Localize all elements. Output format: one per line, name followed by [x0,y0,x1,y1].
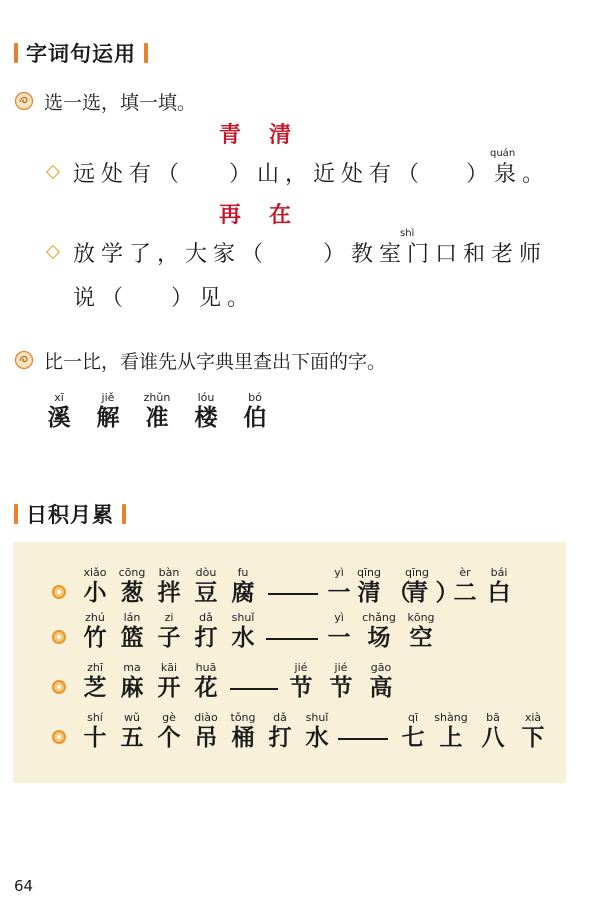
section-header-usage [14,39,148,67]
pinyin-label: ma [123,661,141,674]
idiom-left-char [78,566,112,606]
hanzi-char: 个 [157,725,181,751]
idiom-right-char [324,661,358,701]
exercise-swirl-icon [14,91,34,111]
idiom-left-char [226,566,260,606]
hanzi-char: 清 [357,580,381,606]
pinyin-label: shuǐ [231,611,255,624]
hanzi-char: 一 [327,580,351,606]
idiom-left-char [189,711,223,751]
hanzi-char: 准 [145,405,169,431]
pinyin-label: lóu [197,391,215,404]
hanzi-char: 打 [268,725,292,751]
pinyin-label: shàng [434,711,468,724]
hanzi-char: 一 [327,625,351,651]
options-zai: 再在 [219,203,320,228]
pinyin-label: jié [334,661,348,674]
idiom-left-char [152,661,186,701]
pinyin-label: shí [87,711,103,724]
dictionary-char [40,391,78,431]
hanzi-char: 上 [439,725,463,751]
hanzi-char: 八 [481,725,505,751]
dictionary-char [236,391,274,431]
hanzi-char: 豆 [194,580,218,606]
hanzi-char: 吊 [194,725,218,751]
hanzi-char: 麻 [120,675,144,701]
pinyin-label: qīng [357,566,381,579]
pinyin-label: zhú [85,611,105,624]
header-bar-right [122,504,126,524]
pinyin-label: xī [54,391,64,404]
idiom-left-char [300,711,334,751]
idiom-right-char [482,566,516,606]
pinyin-label: èr [459,566,471,579]
hanzi-char: 篮 [120,625,144,651]
idiom-bullet-icon [52,680,66,694]
hanzi-char: 葱 [120,580,144,606]
idiom-left-char [263,711,297,751]
pinyin-label: xiǎo [83,566,107,579]
pinyin-label: zhī [87,661,103,674]
header-bar-left [14,43,18,63]
pinyin-label: bā [486,711,500,724]
hanzi-char: 十 [83,725,107,751]
idiom-right-char [400,566,434,606]
pinyin-label: dǎ [273,711,287,724]
pinyin-label: qī [407,711,419,724]
idiom-right-char [396,711,430,751]
hanzi-char: ） [435,580,459,606]
hanzi-char: 芝 [83,675,107,701]
idiom-dash [230,688,278,690]
header-bar-right [144,43,148,63]
pinyin-label: jiě [101,391,115,404]
q2-text-d: ）见。 [171,286,256,311]
pinyin-label: kōng [407,611,435,624]
idiom-bullet-icon [52,630,66,644]
hanzi-char: 下 [521,725,545,751]
section-header-accumulation [14,500,126,528]
idiom-left-char [189,611,223,651]
pinyin-label: huā [195,661,217,674]
header-bar-left [14,504,18,524]
hanzi-char: 七 [401,725,425,751]
hanzi-char: 高 [369,675,393,701]
idiom-right-char [364,661,398,701]
q1-text-b: ）山，近处有（ [229,162,426,187]
hanzi-char: 花 [194,675,218,701]
pinyin-label: gāo [370,661,392,674]
idiom-left-char [115,661,149,701]
hanzi-char: 水 [305,725,329,751]
hanzi-char: 水 [231,625,255,651]
idiom-right-char [434,711,468,751]
pinyin-label: fu [237,566,249,579]
q2-text-b: ）教室门口和老师 [323,242,548,267]
idiom-left-char [115,711,149,751]
hanzi-char: 小 [83,580,107,606]
idiom-bullet-icon [52,585,66,599]
hanzi-char: 二 [453,580,477,606]
exercise2-prompt: 比一比，看谁先从字典里查出下面的字。 [44,351,387,373]
idiom-right-char [516,711,550,751]
idiom-left-char [189,661,223,701]
hanzi-char: 腐 [231,580,255,606]
idiom-left-char [152,611,186,651]
pinyin-label: dòu [195,566,217,579]
pinyin-label: chǎng [362,611,396,624]
idiom-left-char [78,611,112,651]
pinyin-label: yì [334,566,344,579]
pinyin-label: diào [194,711,218,724]
q1-text-c: ）泉。 [466,162,551,187]
hanzi-char: 空 [409,625,433,651]
pinyin-label: gè [162,711,176,724]
pinyin-quan: quán [490,148,516,159]
pinyin-label: bó [248,391,262,404]
idiom-right-char [322,566,356,606]
hanzi-char: 解 [96,405,120,431]
idiom-left-char [189,566,223,606]
pinyin-label: bái [490,566,508,579]
pinyin-label: qīng [405,566,429,579]
idiom-right-char [284,661,318,701]
pinyin-label: shuǐ [305,711,329,724]
pinyin-label: xià [524,711,542,724]
hanzi-char: 场 [367,625,391,651]
dictionary-char [89,391,127,431]
dictionary-char [187,391,225,431]
diamond-bullet-icon [46,165,60,179]
idiom-left-char [152,566,186,606]
hanzi-char: 子 [157,625,181,651]
idiom-dash [268,593,318,595]
hanzi-char: 开 [157,675,181,701]
pinyin-label: bàn [158,566,180,579]
idiom-dash [338,738,388,740]
q1-text-a: 远处有（ [73,162,186,187]
idiom-right-char [404,611,438,651]
hanzi-char: 节 [289,675,313,701]
idiom-right-char [362,611,396,651]
idiom-left-char [152,711,186,751]
section-title: 日积月累 [26,503,114,527]
hanzi-char: 伯 [243,405,267,431]
pinyin-label: tǒng [230,711,256,724]
pinyin-label: jié [294,661,308,674]
idiom-left-char [115,566,149,606]
page-number: 64 [14,877,34,895]
hanzi-char: 打 [194,625,218,651]
idiom-left-char [226,711,260,751]
idiom-left-char [78,661,112,701]
pinyin-label: wǔ [124,711,140,724]
idiom-bullet-icon [52,730,66,744]
hanzi-char: 溪 [47,405,71,431]
idiom-right-char [322,611,356,651]
pinyin-shi: shì [400,228,415,239]
pinyin-label: zi [164,611,174,624]
idiom-left-char [226,611,260,651]
exercise-swirl-icon [14,350,34,370]
pinyin-label: cōng [118,566,146,579]
idiom-right-char [476,711,510,751]
idiom-right-char [352,566,386,606]
idiom-left-char [78,711,112,751]
hanzi-char: 青 [405,580,429,606]
pinyin-label: yì [334,611,344,624]
pinyin-label: dǎ [199,611,213,624]
exercise1-prompt: 选一选，填一填。 [44,92,197,114]
q2-text-a: 放学了，大家（ [73,242,270,267]
hanzi-char: 桶 [231,725,255,751]
q2-text-c: 说（ [73,286,130,311]
hanzi-char: （ [387,580,411,606]
idiom-right-char [448,566,482,606]
options-qing: 青清 [219,123,320,148]
hanzi-char: 五 [120,725,144,751]
idiom-dash [266,638,318,640]
pinyin-label: lán [123,611,141,624]
dictionary-char [138,391,176,431]
section-title: 字词句运用 [26,42,136,66]
hanzi-char: 白 [487,580,511,606]
pinyin-label: kāi [160,661,178,674]
diamond-bullet-icon [46,245,60,259]
pinyin-label: zhǔn [143,391,171,404]
hanzi-char: 节 [329,675,353,701]
idiom-left-char [115,611,149,651]
hanzi-char: 拌 [157,580,181,606]
hanzi-char: 楼 [194,405,218,431]
hanzi-char: 竹 [83,625,107,651]
